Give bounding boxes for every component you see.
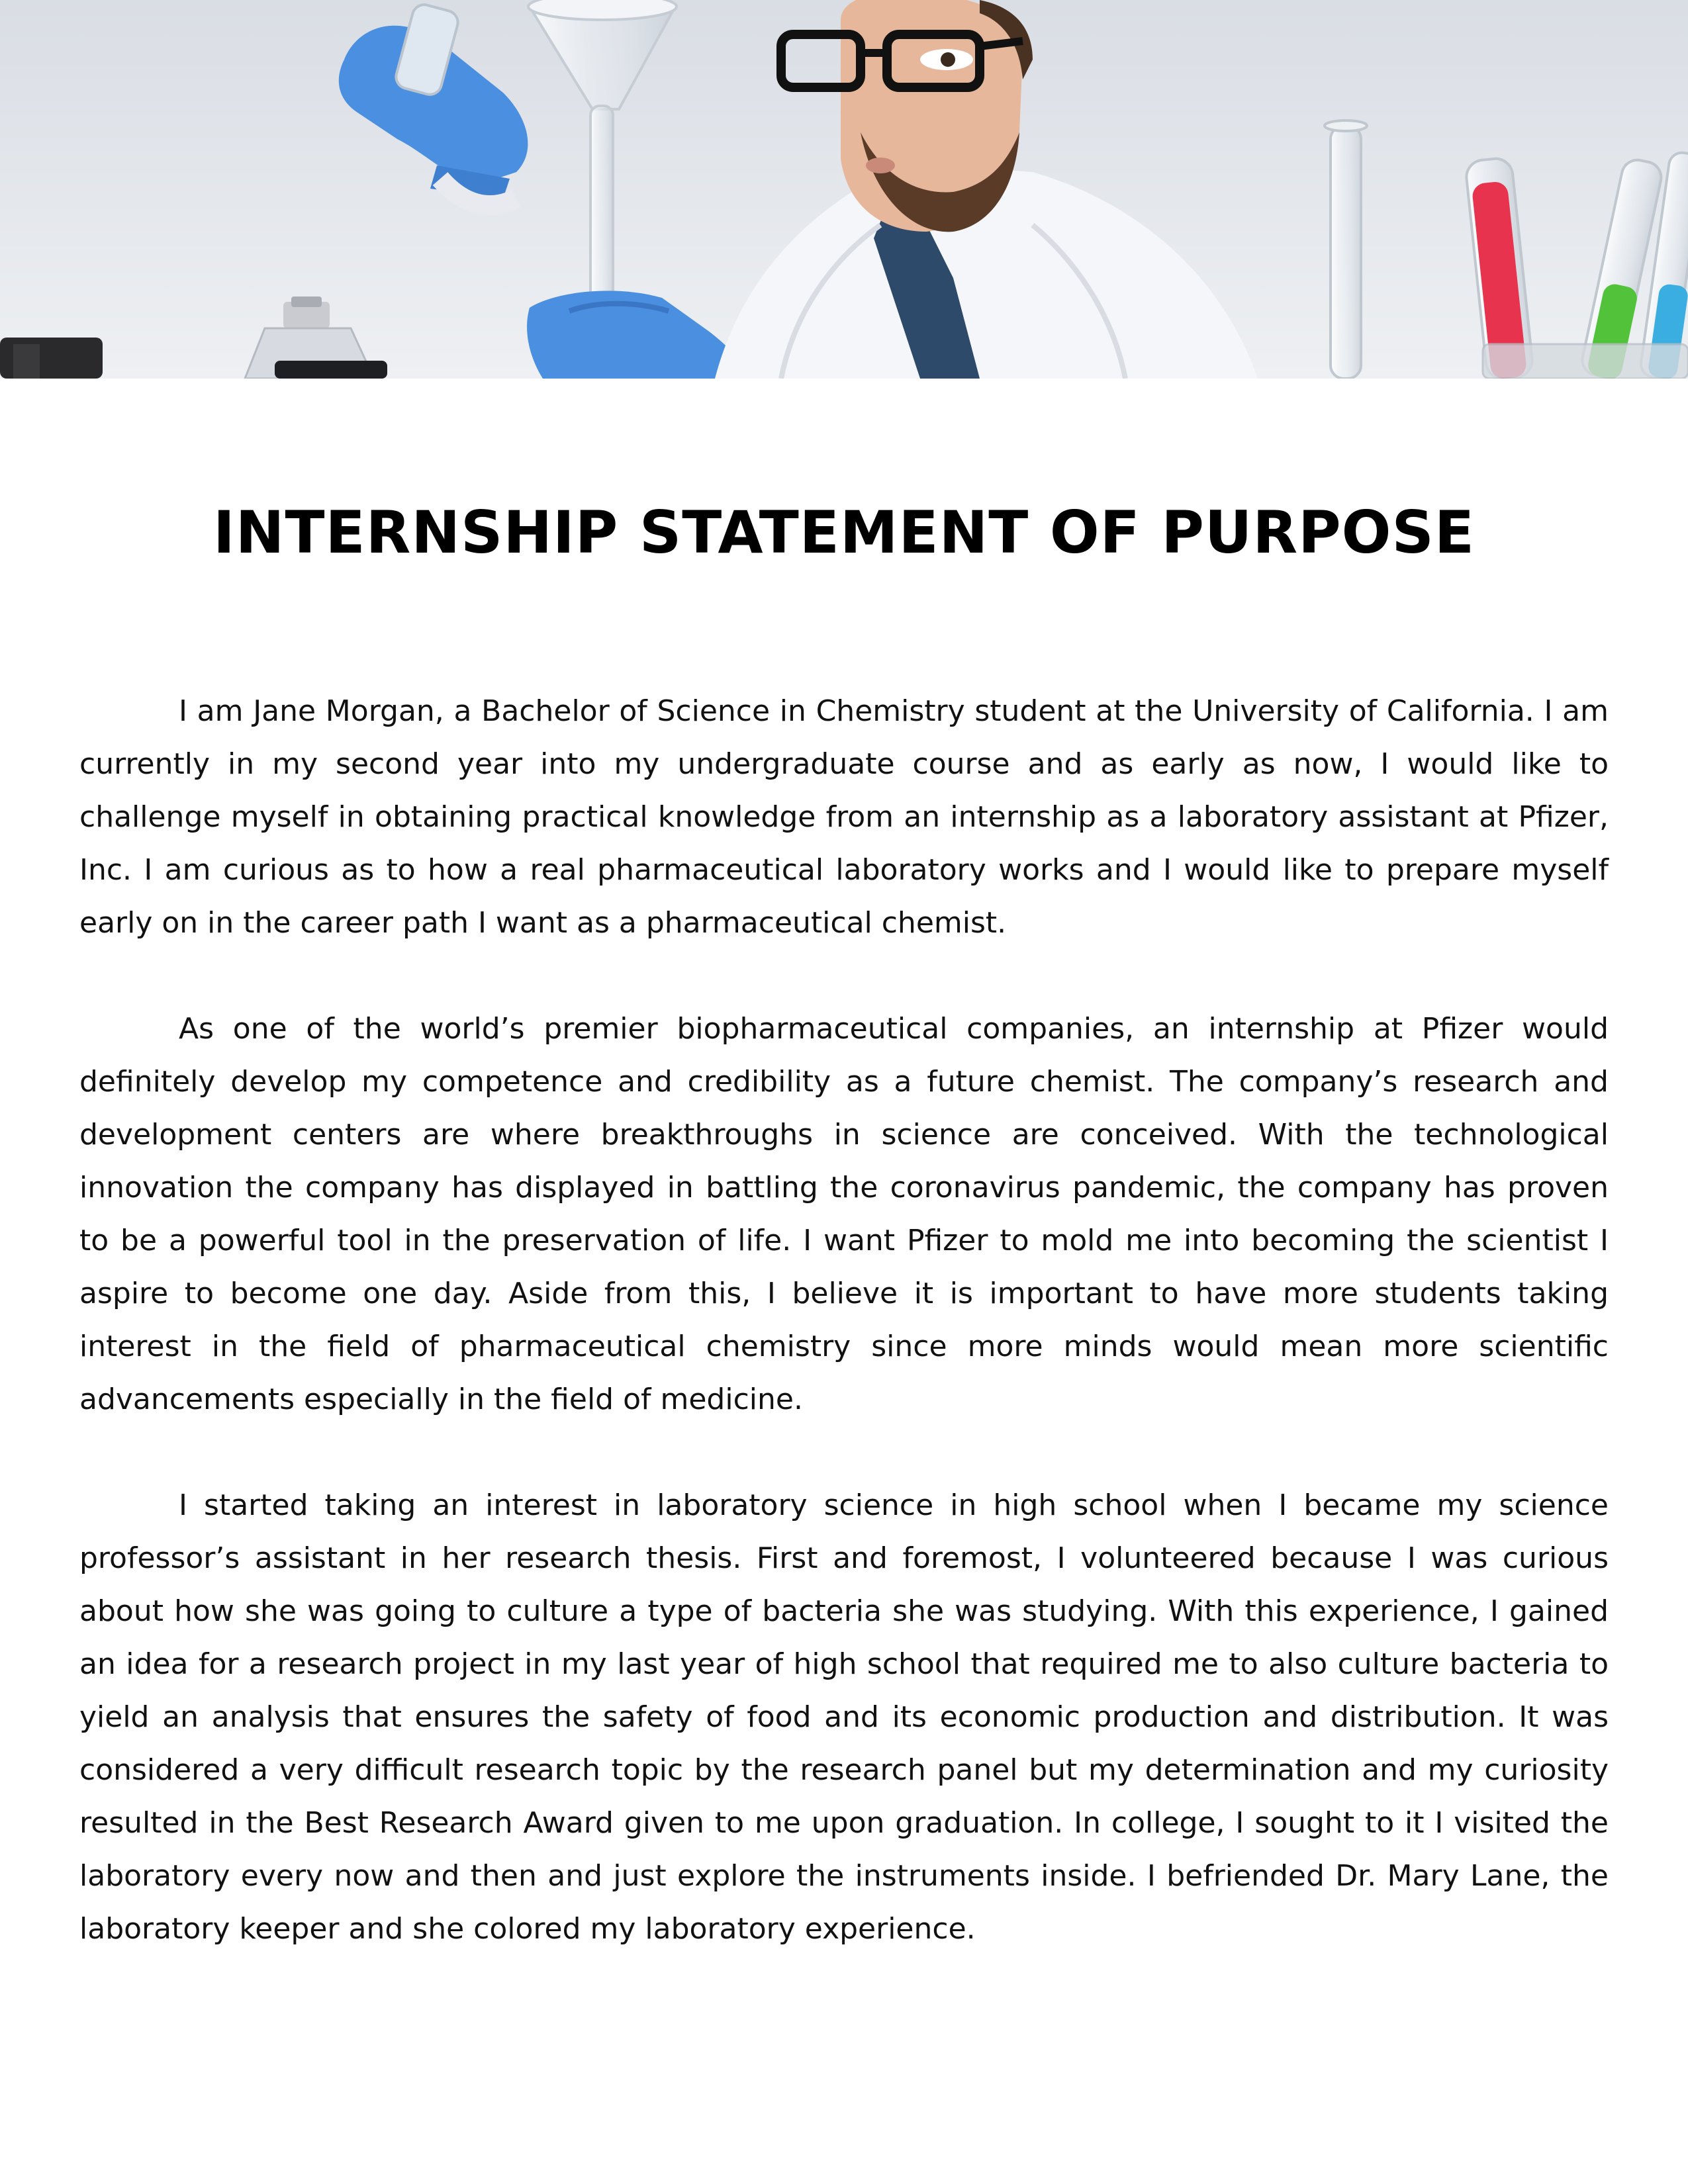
document-title: INTERNSHIP STATEMENT OF PURPOSE [213, 498, 1475, 567]
paragraph-experience: I started taking an interest in laboratory science in high school when I became my science professor’s assistant in her research thesis. First and foremost, I volunteered because I was curious about how she was going to culture a type of bacteria she was studying. With this experience, I gained an idea for a research project in my last year of high school that required me to also culture bacteria to yield an analysis that ensures the safety of food and its economic production and distribution. It was considered a very difficult research topic by the research panel but my determination and my curiosity resulted in the Best Research Award given to me upon graduation. In college, I sought to it I visited the laboratory every now and then and just explore the instruments inside. I befriended Dr. Mary Lane, the laboratory keeper and she colored my laboratory experience. [79, 1488, 1609, 1946]
glass-rack [1483, 344, 1688, 379]
document-body [79, 685, 1609, 2009]
paragraph-introduction: I am Jane Morgan, a Bachelor of Science in Chemistry student at the University of California. I am currently in my second year into my undergraduate course and as early as now, I would like to challenge myself in obtaining practical knowledge from an internship as a laboratory assistant at Pfizer, Inc. I am curious as to how a real pharmaceutical laboratory works and I would like to prepare myself early on in the career path I want as a pharmaceutical chemist. [79, 694, 1609, 940]
hero-photo [0, 0, 1688, 379]
dark-jar [275, 361, 387, 379]
dark-bottle-left [0, 338, 103, 379]
paragraph-company-motivation: As one of the world’s premier biopharmaceutical companies, an internship at Pfizer would definitely develop my competence and credibility as a future chemist. The company’s research and development centers are where breakthroughs in science are conceived. With the technological innovation the company has displayed in battling the coronavirus pandemic, the company has proven to be a powerful tool in the preservation of life. I want Pfizer to mold me into becoming the scientist I aspire to become one day. Aside from this, I believe it is important to have more students taking interest in the field of pharmaceutical chemistry since more minds would mean more scientific advancements especially in the field of medicine. [79, 1012, 1609, 1416]
glass-pipette [1325, 120, 1367, 379]
